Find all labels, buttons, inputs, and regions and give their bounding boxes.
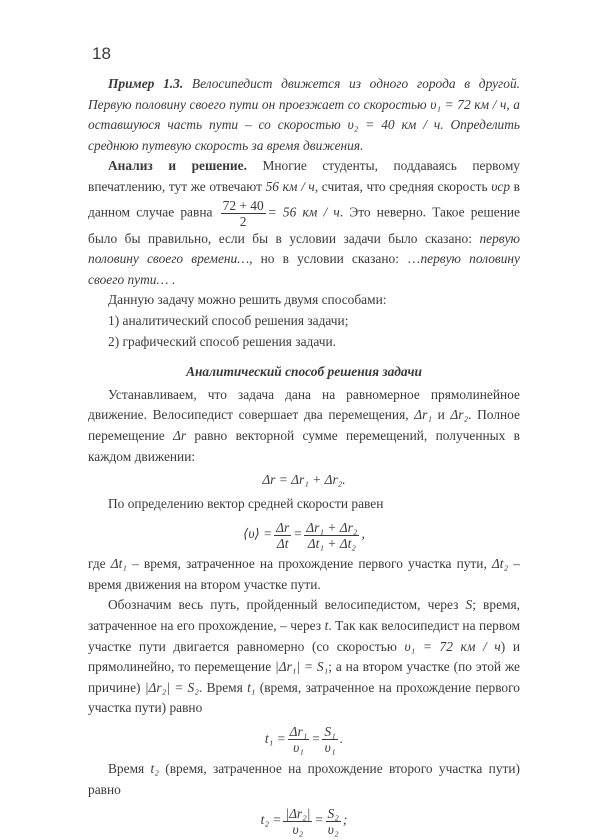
formula-equals: = (311, 731, 321, 747)
fraction-numerator: Δr₁ + Δr₂ (306, 519, 358, 535)
mod-dr1: |Δr₁| = S₁ (275, 659, 329, 675)
dt2-symbol: Δt₂ (491, 556, 509, 572)
example-text: . Определить среднюю путевую скорость за время движения. (88, 117, 520, 153)
avg-speed-symbol: υср (491, 178, 511, 194)
analysis-text: . Это неверно. Такое решение было бы правильно, если бы в условии задачи было сказано: (88, 204, 520, 246)
naive-fraction (221, 198, 266, 229)
t2-symbol: t₂ (150, 761, 159, 777)
body-text: Обозначим весь путь, пройденный велосипедистом, через (108, 597, 466, 613)
mod-dr2: |Δr₂| = S₂ (144, 679, 199, 695)
body-text: (время, затраченное на прохождение второго участка пути) равно (88, 761, 520, 797)
analysis-text: , считая, что средняя скорость (314, 178, 492, 194)
formula-lhs: t₁ = (264, 731, 286, 747)
formula-equals: = (293, 526, 303, 542)
v1-value: υ₁ = 72 км / ч (404, 638, 501, 654)
body-text: и (431, 407, 451, 423)
body-text: ; а на втором участке (по этой же причине) (88, 659, 520, 695)
page-content (88, 74, 520, 840)
where-paragraph (88, 554, 520, 595)
formula-end: , (361, 526, 365, 542)
formula-fraction (283, 806, 312, 837)
analysis-text: , но в условии сказано: … (249, 251, 421, 267)
fraction-denominator: Δt (276, 535, 289, 551)
example-label: Пример 1.3. (108, 76, 184, 91)
body-text: – время, затраченное на прохождение первого участка пути, (126, 556, 492, 572)
fraction-numerator: |Δr₂| (285, 805, 311, 821)
body-text: . Полное перемещение (88, 407, 520, 443)
body-text: . Так как велосипедист на первом участке пути двигается равномерно (со скоростью (88, 618, 520, 654)
dt1-symbol: Δt₁ (110, 556, 127, 572)
t1-formula (88, 722, 520, 756)
body-text: – время движения на втором участке пути. (88, 556, 520, 592)
fraction-denominator: υ₂ (327, 821, 339, 837)
dr-symbol: Δr (173, 427, 187, 443)
t2-formula (88, 803, 520, 837)
dr2-symbol: Δr₂ (450, 407, 469, 423)
fraction-numerator: 72 + 40 (222, 197, 264, 213)
example-paragraph (88, 74, 520, 156)
analysis-text: в данном случае (88, 178, 520, 220)
method-item-2: 2) графический способ решения задачи. (108, 333, 336, 349)
fraction-numerator: Δr₁ (289, 724, 308, 740)
avg-velocity-intro: По определению вектор средней скорости равен (108, 495, 384, 511)
fraction-denominator: υ₁ (293, 740, 304, 756)
body-text: ; время, затраченное на его прохождение, – через (88, 597, 520, 634)
t-symbol: t (324, 618, 329, 634)
section-title: Аналитический способ решения задачи (186, 364, 422, 380)
formula-fraction (288, 724, 310, 755)
naive-answer: 56 км / ч (265, 178, 315, 194)
analysis-text: Многие студенты, поддаваясь первому впечатлению, тут же отвечают (88, 158, 520, 194)
path-paragraph (88, 595, 520, 719)
analysis-text: . (168, 271, 176, 287)
fraction-numerator: S₂ (327, 805, 339, 821)
fraction-denominator: Δt₁ + Δt₂ (307, 535, 356, 551)
body-text: (время, затраченное на прохождение первого участка пути) равно (88, 679, 520, 716)
method-item-1: 1) аналитический способ решения задачи; (108, 312, 349, 328)
avg-velocity-formula (88, 517, 520, 551)
formula-fraction (274, 520, 291, 551)
example-text: Велосипедист движется из одного города в другой. Первую половину своего пути он проезжает со скоростью (88, 76, 520, 112)
formula-end: . (339, 731, 344, 747)
v1-value: υ₁ = 72 км / ч (430, 96, 507, 112)
fraction-numerator: Δr (276, 519, 290, 535)
analysis-text: равна (180, 204, 219, 220)
formula-end: ; (342, 812, 348, 828)
formula-lhs: ⟨υ⟩ = (243, 526, 273, 542)
t1-symbol: t₁ (247, 679, 256, 695)
methods-intro: Данную задачу можно решить двумя способами: (108, 292, 387, 308)
page-number: 18 (92, 44, 111, 63)
body-text: где (88, 556, 111, 572)
body-text: равно векторной сумме перемещений, полученных в каждом движении: (88, 427, 520, 464)
formula-fraction (326, 806, 341, 837)
wrong-phrase: первую половину своего времени… (88, 230, 520, 267)
body-text: Устанавливаем, что задача дана на равномерное прямолинейное движение. Велосипедист совершает два перемещения, (88, 386, 520, 423)
dr1-symbol: Δr₁ (414, 407, 432, 423)
body-text: Время (108, 761, 151, 777)
fraction-denominator: 2 (239, 213, 247, 229)
analysis-label: Анализ и решение. (108, 158, 247, 174)
formula-equals: = (314, 812, 324, 828)
fraction-denominator: υ₁ (324, 740, 336, 756)
displacement-paragraph (88, 385, 520, 467)
formula-lhs: t₂ = (260, 812, 282, 828)
analysis-paragraph (88, 156, 520, 290)
right-phrase: первую половину своего пути… (88, 251, 520, 287)
v2-value: υ₂ = 40 км / ч (347, 117, 441, 133)
body-text: . Время (198, 679, 248, 695)
displacement-formula: Δr = Δr₁ + Δr₂. (262, 472, 346, 488)
fraction-result: = 56 км / ч (267, 204, 340, 220)
formula-fraction (322, 724, 337, 755)
s-symbol: S (465, 597, 473, 613)
example-text: , а оставшуюся часть пути – со скоростью (88, 96, 521, 133)
t2-paragraph (88, 759, 520, 800)
formula-fraction (304, 520, 359, 551)
fraction-numerator: S₁ (324, 724, 336, 740)
fraction-denominator: υ₂ (292, 821, 304, 837)
body-text: ) и прямолинейно, то перемещение (88, 638, 520, 675)
